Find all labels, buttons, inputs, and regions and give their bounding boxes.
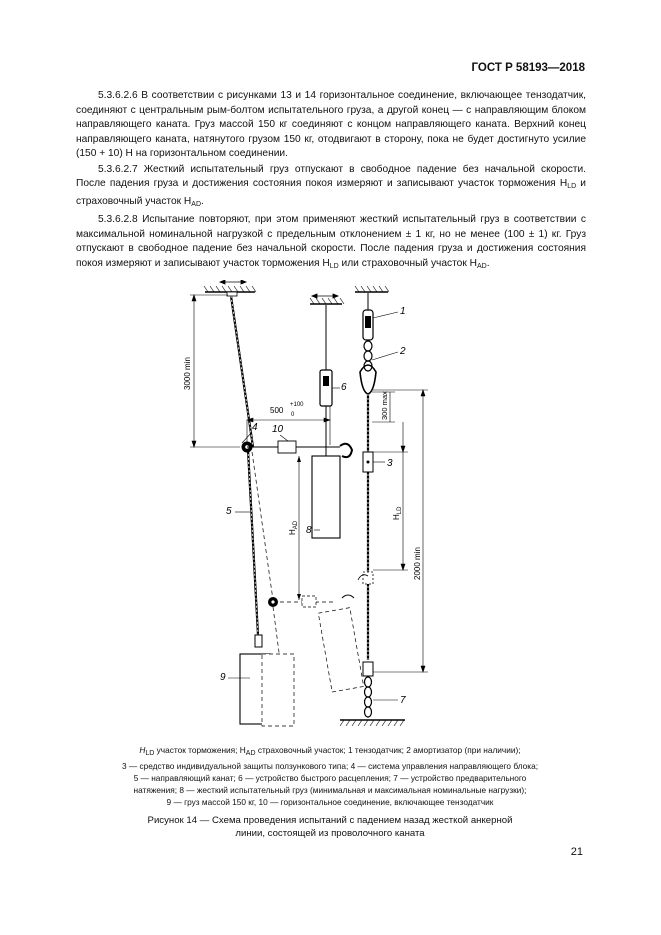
dim-300-label: 300 max [380, 391, 389, 420]
page-number: 21 [570, 846, 583, 858]
paragraph-5-3-6-2-6: 5.3.6.2.6 В соответствии с рисунками 13 и 14 горизонтальное соединение, включающее тензодатчик, соединяют с центральным рым-болтом испытательного груза, а другой конец — с направляющим блоком направляющего каната. Груз массой 150 кг соединяют с концом направляющего каната. Верхний конец направляющего каната, натянутого грузом 150 кг, отодвигают в сторону, пока не будет достигнуто усилие (150 + 10) Н на горизонтальном соединении. [76, 90, 586, 159]
dim-2000-label: 2000 min [413, 547, 422, 580]
ceiling-left [204, 286, 256, 296]
shock-absorber [360, 341, 376, 394]
label-9: 9 [220, 672, 226, 683]
dim-had-label: $H_{AD}$ [288, 520, 299, 535]
weight-150kg [240, 635, 294, 726]
dim-hld-label: $H_{LD}$ [392, 506, 403, 520]
ceiling-right [355, 286, 389, 292]
guide-rope [231, 296, 258, 635]
pretension-chain [365, 677, 372, 717]
dim-500-tolerance-lower: 0 [291, 412, 295, 418]
label-7: 7 [400, 695, 406, 706]
label-6: 6 [341, 382, 347, 393]
paragraph-5-3-6-2-8: 5.3.6.2.8 Испытание повторяют, при этом применяют жесткий испытательный груз в соответствии с максимальной номинальной нагрузкой с предельным отклонением ± 1 кг, но не менее (100 ± 1) кг. Груз отпускают в свободное падение без начальной скорости. После падения груза и достижения состояния покоя измеряют и записывают участок торможения $H_{LD}$ или страховочный участок $H_{AD}$. [76, 214, 586, 270]
label-5: 5 [226, 506, 232, 517]
figure-caption: Рисунок 14 — Схема проведения испытаний с падением назад жесткой анкерной линии, состоящей из проволочного каната [147, 815, 513, 839]
dim-3000 [190, 295, 240, 447]
quick-release [320, 370, 332, 406]
figure-legend: $H_{LD}$ участок торможения; $H_{AD}$ страховочный участок; 1 тензодатчик; 2 амортизатор (при наличии); 3 — средство индивидуальной защиты ползункового типа; 4 — система управления направляющего блока; 5 — направляющий канат; 6 — устройство быстрого расцепления; 7 — устройство предварительного натяжения; 8 — жесткий испытательный груз (минимальная и максимальная номинальные нагрузки); 9 — груз массой 150 кг, 10 — горизонтальное соединение, включающее тензодатчик [121, 745, 539, 807]
label-8: 8 [306, 525, 312, 536]
label-2: 2 [400, 346, 406, 357]
paragraph-5-3-6-2-7: 5.3.6.2.7 Жесткий испытательный груз отпускают в свободное падение без начальной скорости. После падения груза и достижения состояния покоя измеряют и записывают участок торможения $H_{LD}$ и страховочный участок $H_{AD}$. [76, 163, 586, 208]
label-10: 10 [272, 424, 284, 435]
label-3: 3 [387, 458, 393, 469]
label-4: 4 [252, 422, 258, 433]
dim-500-tolerance-upper: +100 [290, 402, 304, 408]
body-text [76, 89, 586, 275]
horizontal-connection [278, 441, 296, 453]
standard-header: ГОСТ Р 58193—2018 [471, 62, 585, 74]
test-scheme-figure [180, 280, 440, 740]
ceiling-middle [310, 298, 344, 304]
move-arrows [220, 280, 338, 298]
dim-500-label: 500 [270, 406, 284, 415]
dim-3000-label: 3000 min [183, 357, 192, 390]
rigid-test-load [312, 456, 340, 538]
label-1: 1 [400, 306, 406, 317]
